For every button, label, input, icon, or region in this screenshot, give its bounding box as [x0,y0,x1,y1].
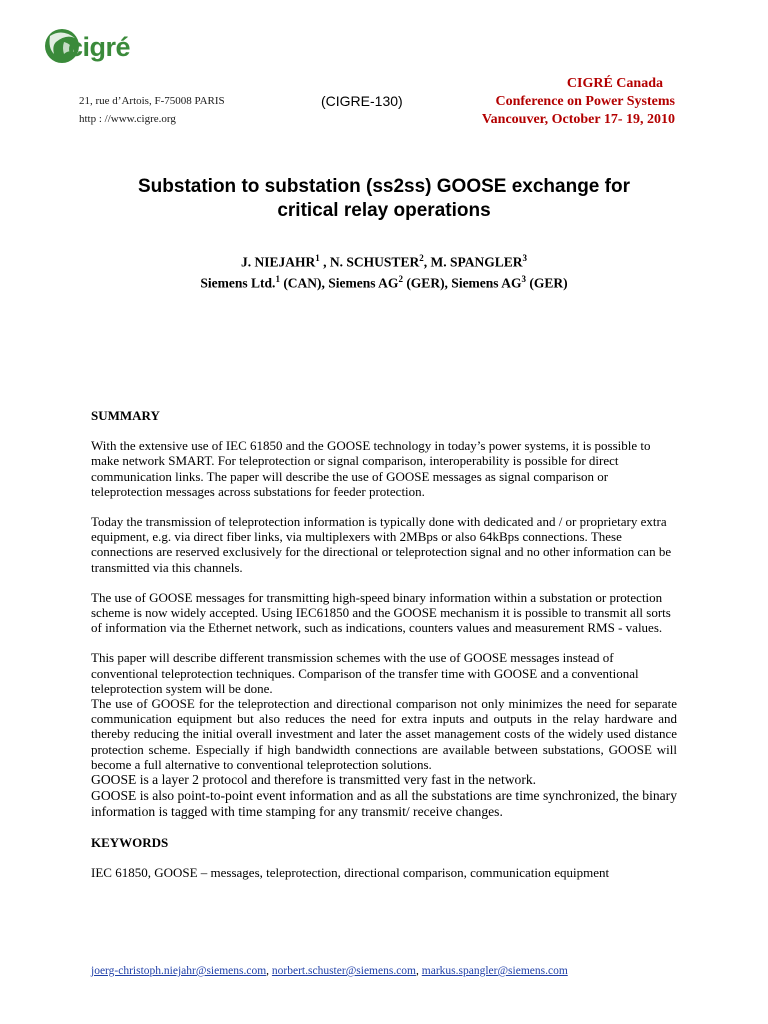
conference-name: Conference on Power Systems [495,94,675,109]
conference-place-date: Vancouver, October 17- 19, 2010 [481,112,675,127]
affiliation-2: (CAN), Siemens AG [279,275,399,290]
affiliation-3-sup: 3 [521,273,526,284]
author-affiliations [0,271,768,292]
email-separator: , [416,965,422,977]
summary-heading: SUMMARY [91,408,160,423]
author-3-sup: 3 [522,253,527,263]
affiliation-4: (GER) [525,275,568,290]
affiliation-1: Siemens Ltd. [200,275,276,290]
author-2-sup: 2 [419,253,424,263]
email-link-1[interactable]: joerg-christoph.niejahr@siemens.com [91,965,267,977]
logo-wordmark: cigré [68,32,131,62]
author-1: J. NIEJAHR [241,254,316,270]
summary-paragraph-2: Today the transmission of teleprotection information is typically done with dedicated and / or proprietary extra equipment, e.g. via direct fiber links, via multiplexers with 2MBps or also 64kBps connections. These connections are reserved exclusively for the directional or teleprotection signal and no other information can be transmitted via this channels. [91,514,672,575]
paper-reference: (CIGRE-130) [321,93,403,109]
email-link-3[interactable]: markus.spangler@siemens.com [421,965,568,977]
paper-body [91,408,677,895]
author-names [0,250,768,271]
conference-org: CIGRÉ Canada [566,76,663,91]
author-1-sup: 1 [315,253,320,263]
email-link-2[interactable]: norbert.schuster@siemens.com [271,965,417,977]
affiliation-2-sup: 2 [398,273,403,284]
conference-block [482,75,675,129]
paper-title [0,175,768,223]
authors-block [0,250,768,291]
summary-paragraph-3: The use of GOOSE messages for transmitting high-speed binary information within a substation or protection scheme is now widely accepted. Using IEC61850 and the GOOSE mechanism it is possible to transmit all sorts of information via the Ethernet network, such as indications, counters values and measurement RMS - values. [91,589,671,636]
author-2: , N. SCHUSTER [319,254,420,270]
author-emails [91,965,568,977]
keywords-text: IEC 61850, GOOSE – messages, teleprotection, directional comparison, communication equipment [91,865,610,881]
url-line[interactable]: http : //www.cigre.org [79,113,176,125]
title-line-2: critical relay operations [277,200,491,221]
summary-paragraph-6: GOOSE is a layer 2 protocol and therefore is transmitted very fast in the network. [91,772,537,788]
affiliation-3: (GER), Siemens AG [402,275,522,290]
summary-paragraph-4: This paper will describe different transmission schemes with the use of GOOSE messages instead of conventional teleprotection techniques. Comparison of the transfer time with GOOSE and a conventional teleprotection system will be done. [91,650,639,696]
summary-paragraph-7: GOOSE is also point-to-point event information and as all the substations are time synchronized, the binary information is tagged with time stamping for any transmit/ receive changes. [91,788,677,820]
summary-paragraph-1: With the extensive use of IEC 61850 and the GOOSE technology in today’s power systems, it is possible to make network SMART. For teleprotection or signal comparison, interoperability is possible for direct communication links. The paper will describe the use of GOOSE messages as signal comparison or teleprotection messages across substations for feeder protection. [91,438,651,499]
author-3: , M. SPANGLER [423,254,523,270]
keywords-heading: KEYWORDS [91,835,169,851]
affiliation-1-sup: 1 [275,273,280,284]
title-line-1: Substation to substation (ss2ss) GOOSE exchange for [138,176,630,197]
email-separator: , [266,965,272,977]
summary-paragraph-5: The use of GOOSE for the teleprotection and directional comparison not only minimizes the need for separate communication equipment but also reduces the need for extra inputs and outputs in the relay hardware and thereby reducing the initial overall investment and later the asset management costs of the widely used distance protection scheme. Especially if high bandwidth connections are available between substations, GOOSE will become a full alternative to conventional teleprotection solutions. [91,696,677,772]
address-line: 21, rue d’Artois, F-75008 PARIS [79,95,225,107]
address-block [79,92,225,128]
